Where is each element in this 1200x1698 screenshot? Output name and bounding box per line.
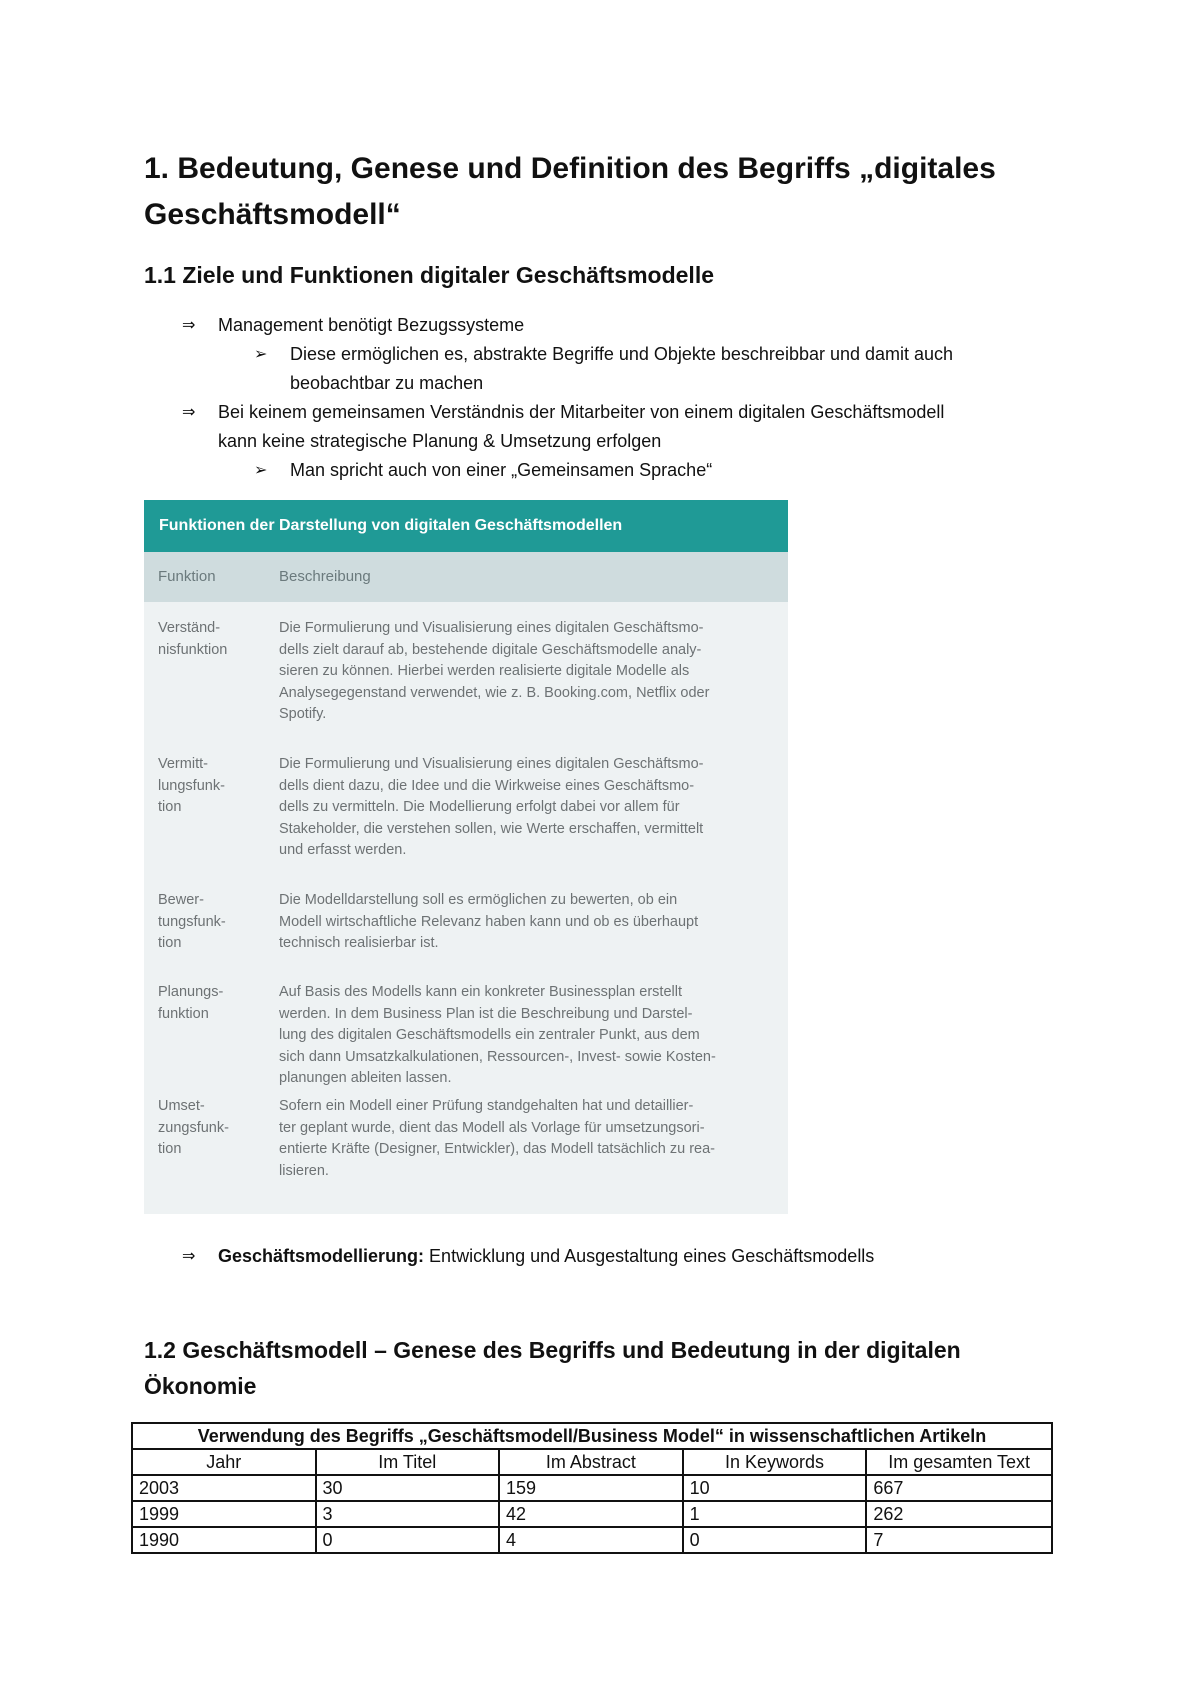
modelling-definition: Entwicklung und Ausgestaltung eines Geschäftsmodells [424,1246,875,1266]
table-cell: 3 [316,1501,500,1527]
usage-table [131,1422,1053,1554]
bullet-text: Diese ermöglichen es, abstrakte Begriffe und Objekte beschreibbar und damit auch [290,344,954,364]
chapter-heading: 1. Bedeutung, Genese und Definition des Begriffs „digitales Geschäftsmodell“ [144,152,996,231]
table-row [132,1501,1052,1527]
triangle-bullet-icon: ➢ [254,462,268,479]
table-cell: 262 [866,1501,1052,1527]
arrow-bullet-icon: ⇒ [182,1248,196,1265]
table-cell: 667 [866,1475,1052,1501]
function-description: Sofern ein Modell einer Prüfung standgehalten hat und detaillier- ter geplant wurde, dient das Modell als Vorlage für umsetzungsori- entierte Kräfte (Designer, Entwickler), das Modell tatsächlich zu rea- lisieren. [279,1098,715,1179]
modelling-note [218,1242,874,1271]
bullet-text: Bei keinem gemeinsamen Verständnis der Mitarbeiter von einem digitalen Geschäftsmodell [218,402,945,422]
column-header: Im gesamten Text [866,1449,1052,1475]
usage-table-header [132,1449,1052,1475]
section-heading-1-2: 1.2 Geschäftsmodell – Genese des Begriffs und Bedeutung in der digitalen Ökonomie [144,1337,961,1399]
table-cell: 10 [683,1475,867,1501]
column-header-function: Funktion [158,568,216,585]
table-cell: 2003 [132,1475,316,1501]
function-description: Auf Basis des Modells kann ein konkreter Businessplan erstellt werden. In dem Business Plan ist die Beschreibung und Darstel- lung des digitalen Geschäftsmodells ein zentraler Punkt, aus dem sich dann Umsatzkalkulationen, Ressourcen-, Invest- sowie Kosten- planungen ableiten lassen. [279,984,716,1087]
table-cell: 4 [499,1527,683,1553]
functions-table [144,500,788,1214]
table-cell: 0 [683,1527,867,1553]
column-header: Jahr [132,1449,316,1475]
usage-table-title: Verwendung des Begriffs „Geschäftsmodell/Business Model“ in wissenschaftlichen Artikeln [132,1423,1052,1449]
function-name: Planungs- funktion [158,984,224,1022]
bullet-text: kann keine strategische Planung & Umsetzung erfolgen [218,431,662,451]
function-description: Die Modelldarstellung soll es ermöglichen zu bewerten, ob ein Modell wirtschaftliche Relevanz haben kann und ob es überhaupt technisch realisierbar ist. [279,892,699,952]
table-row [132,1475,1052,1501]
table-cell: 1 [683,1501,867,1527]
function-name: Verständ- nisfunktion [158,620,228,658]
bullet-text: Man spricht auch von einer „Gemeinsamen Sprache“ [290,460,713,480]
table-cell: 42 [499,1501,683,1527]
column-header-description: Beschreibung [279,568,371,585]
function-description: Die Formulierung und Visualisierung eines digitalen Geschäftsmo- dells zielt darauf ab, bestehende digitale Geschäftsmodelle analy- sieren zu können. Hierbei werden realisierte digitale Modelle als Analysegegenstand verwendet, wie z. B. Booking.com, Netflix oder Spotify. [279,620,710,723]
functions-table-header [144,552,788,602]
table-cell: 1990 [132,1527,316,1553]
arrow-bullet-icon: ⇒ [182,404,196,421]
section-heading-1-1: 1.1 Ziele und Funktionen digitaler Geschäftsmodelle [144,262,715,288]
column-header: Im Titel [316,1449,500,1475]
triangle-bullet-icon: ➢ [254,346,268,363]
function-name: Vermitt- lungsfunk- tion [158,756,225,816]
table-cell: 159 [499,1475,683,1501]
table-cell: 7 [866,1527,1052,1553]
table-cell: 1999 [132,1501,316,1527]
function-name: Umset- zungsfunk- tion [158,1098,229,1158]
table-cell: 0 [316,1527,500,1553]
column-header: Im Abstract [499,1449,683,1475]
function-name: Bewer- tungsfunk- tion [158,892,226,952]
arrow-bullet-icon: ⇒ [182,317,196,334]
table-cell: 30 [316,1475,500,1501]
function-description: Die Formulierung und Visualisierung eines digitalen Geschäftsmo- dells dient dazu, die Idee und die Wirkweise eines Geschäftsmo- dells zu vermitteln. Die Modellierung erfolgt dabei vor allem für Stakeholder, die verstehen sollen, wie Werte erschaffen, vermittelt und erfasst werden. [279,756,704,859]
bullet-text: Management benötigt Bezugssysteme [218,315,525,335]
functions-table-title: Funktionen der Darstellung von digitalen Geschäftsmodellen [144,500,788,552]
modelling-term: Geschäftsmodellierung: [218,1246,425,1266]
bullet-text: beobachtbar zu machen [290,373,484,393]
table-row [132,1527,1052,1553]
column-header: In Keywords [683,1449,867,1475]
